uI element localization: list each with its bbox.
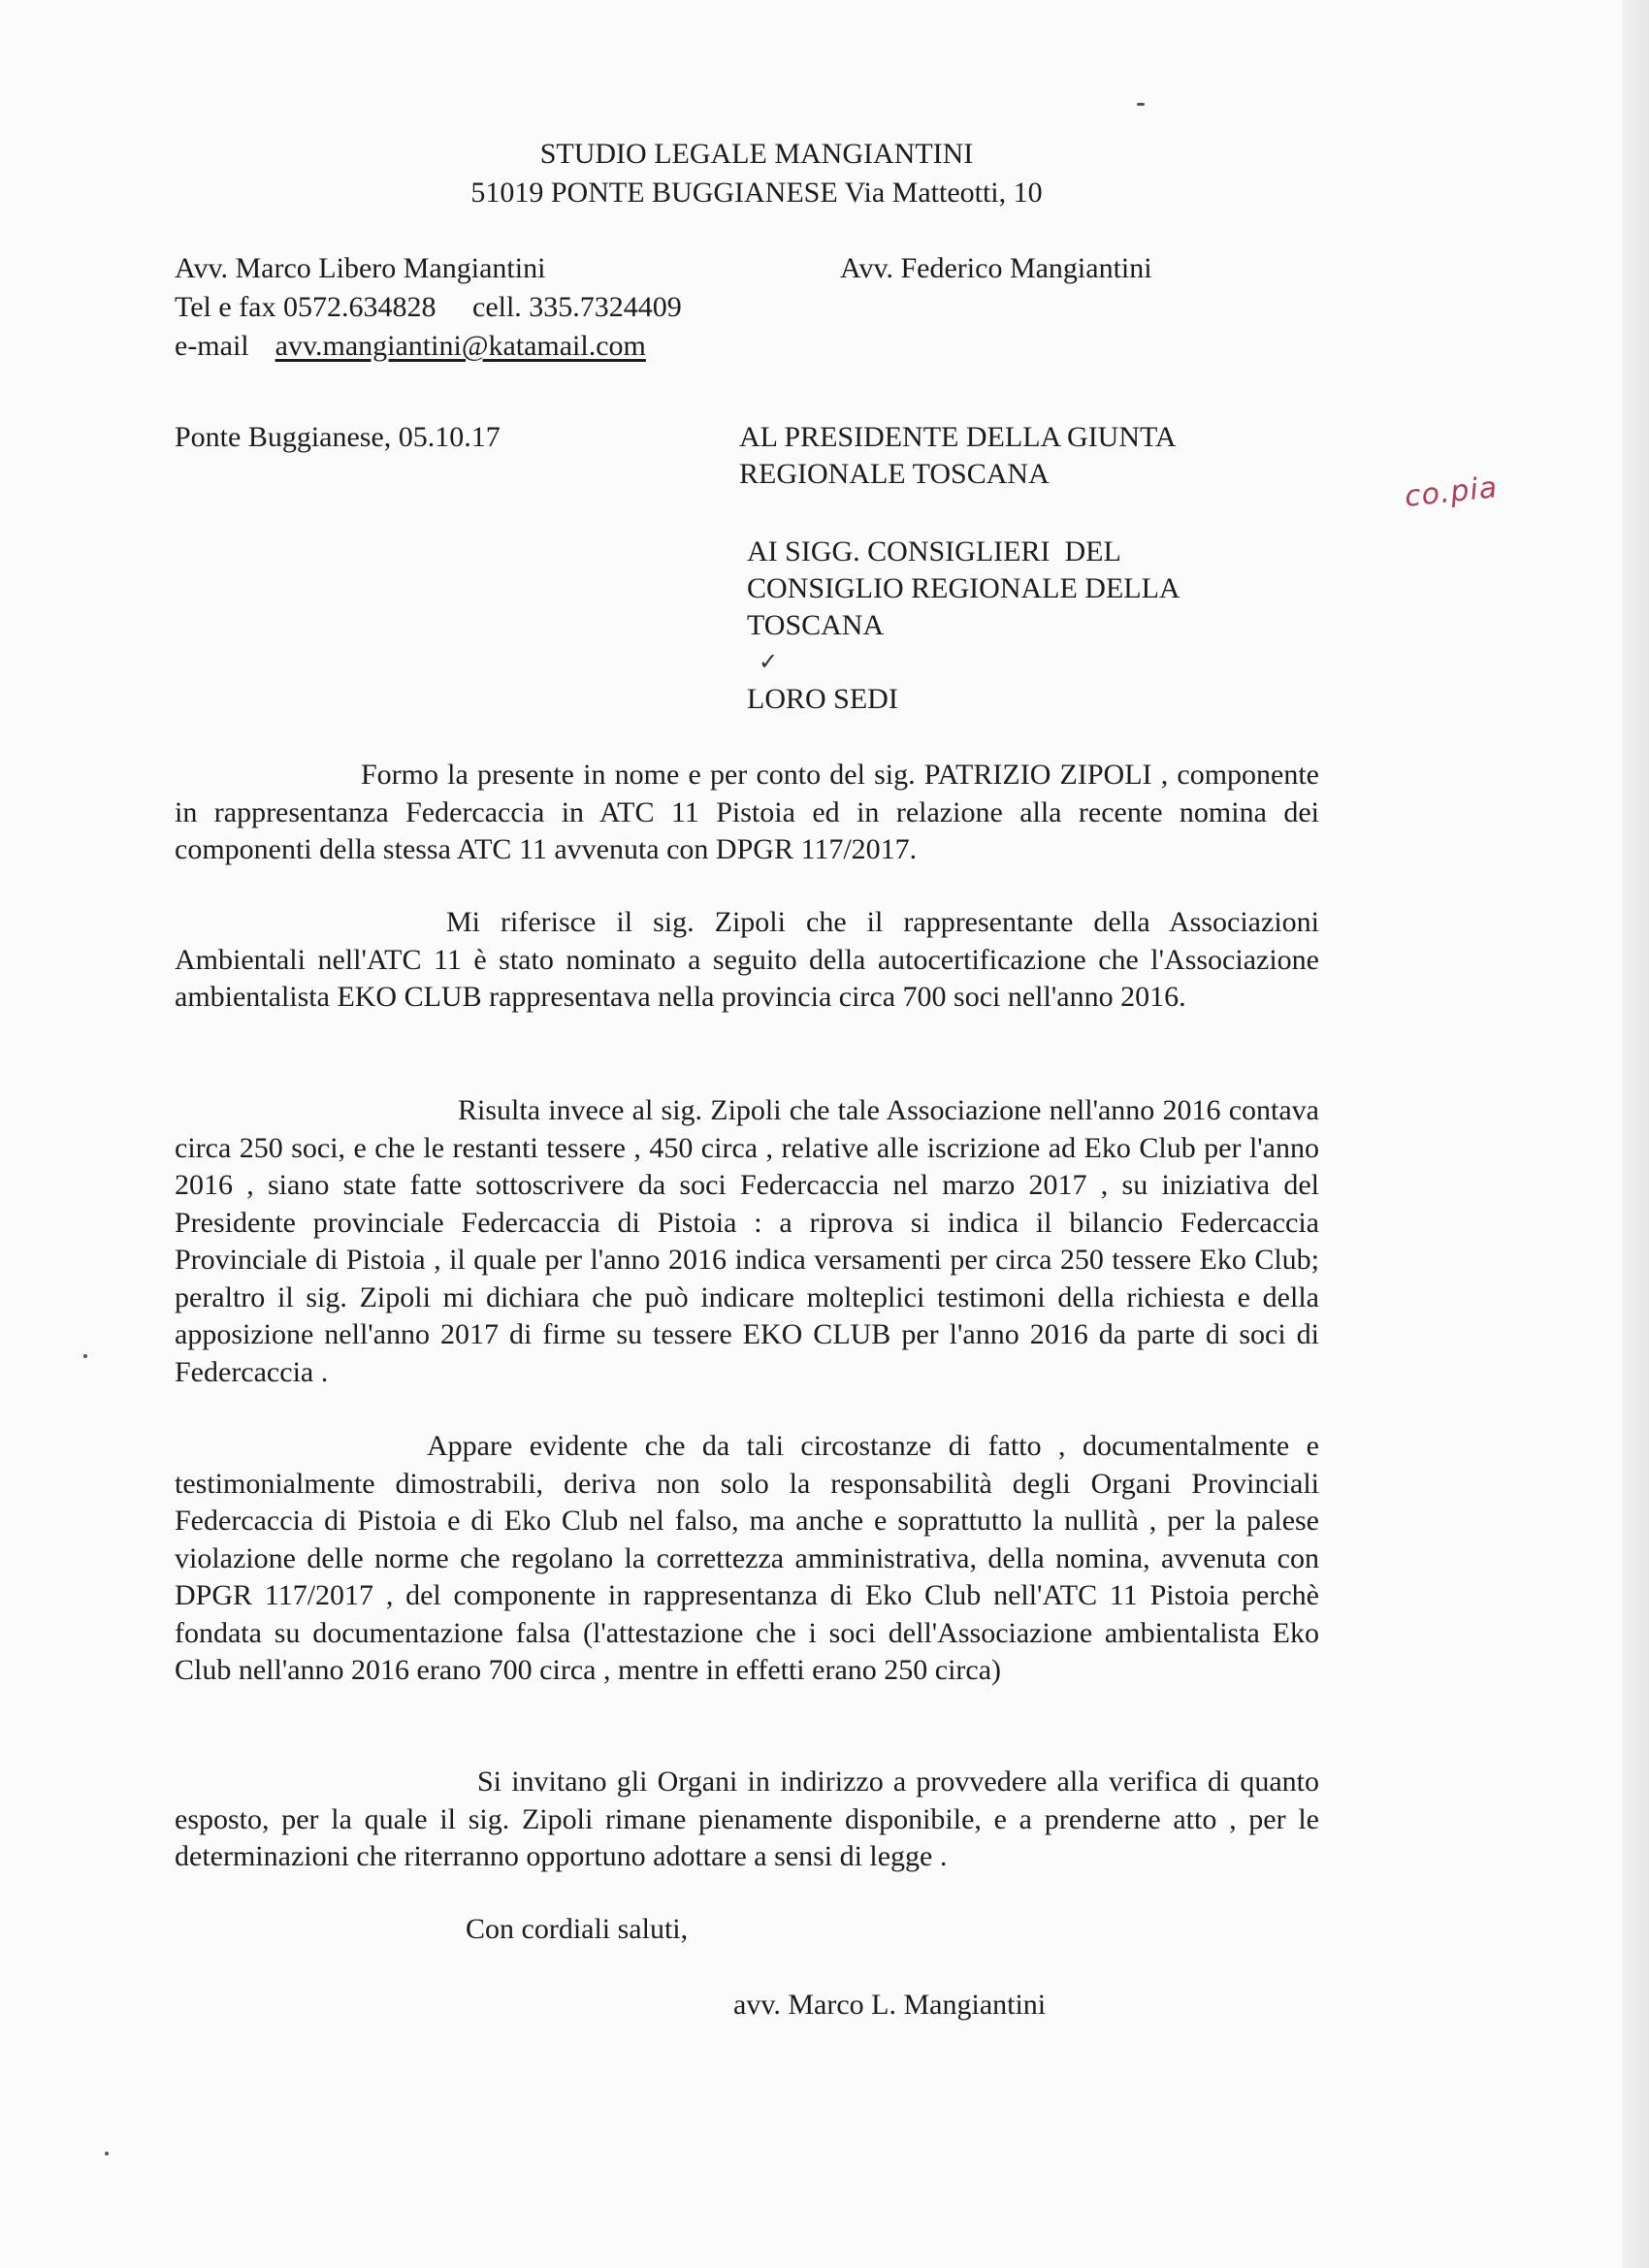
recipient-2-line-1: AI SIGG. CONSIGLIERI DEL	[747, 535, 1121, 567]
body-paragraph-1: Formo la presente in nome e per conto del sig. PATRIZIO ZIPOLI , componente in rappresentanza Federcaccia in ATC 11 Pistoia ed in relazione alla recente nomina dei componenti della stessa ATC 11 avvenuta con DPGR 117/2017.	[175, 759, 1319, 865]
check-mark-icon: ✓	[759, 650, 779, 675]
recipient-1-line-1: AL PRESIDENTE DELLA GIUNTA	[739, 421, 1177, 453]
scan-speck	[83, 1354, 87, 1358]
email-line	[175, 328, 646, 365]
recipient-2-line-3: TOSCANA	[747, 609, 885, 641]
place-date: Ponte Buggianese, 05.10.17	[175, 421, 501, 453]
recipient-2-line-2: CONSIGLIO REGIONALE DELLA	[747, 572, 1180, 604]
scan-speck	[105, 2152, 109, 2155]
firm-name: STUDIO LEGALE MANGIANTINI	[539, 138, 974, 170]
lawyer-name-1: Avv. Marco Libero Mangiantini	[175, 252, 546, 284]
closing-greeting: Con cordiali saluti,	[466, 1913, 689, 1945]
lawyer-name-2: Avv. Federico Mangiantini	[840, 252, 1152, 284]
body-paragraph-5: Si invitano gli Organi in indirizzo a provvedere alla verifica di quanto esposto, per la quale il sig. Zipoli rimane pienamente disponibile, e a prenderne atto , per le determinazioni che riterranno opportuno adottare a sensi di legge .	[175, 1766, 1319, 1872]
page-edge	[1622, 0, 1649, 2268]
body-paragraph-2: Mi riferisce il sig. Zipoli che il rappresentante della Associazioni Ambientali nell'ATC 11 è stato nominato a seguito della autocertificazione che l'Associazione ambientalista EKO CLUB rappresentava nella provincia circa 700 soci nell'anno 2016.	[175, 906, 1319, 1013]
scan-speck	[1137, 103, 1145, 106]
phone-line: Tel e fax 0572.634828 cell. 335.7324409	[175, 291, 682, 323]
email-address[interactable]: avv.mangiantini@katamail.com	[275, 330, 646, 362]
recipient-1-line-2: REGIONALE TOSCANA	[739, 458, 1050, 490]
firm-address: 51019 PONTE BUGGIANESE Via Matteotti, 10	[470, 177, 1043, 209]
copy-annotation: co.pia	[1403, 470, 1500, 514]
recipient-3: LORO SEDI	[747, 683, 898, 715]
signature: avv. Marco L. Mangiantini	[733, 1989, 1047, 2021]
body-paragraph-4: Appare evidente che da tali circostanze di fatto , documentalmente e testimonialmente dimostrabili, deriva non solo la responsabilità degli Organi Provinciali Federcaccia di Pistoia e di Eko Club nel falso, ma anche e soprattutto la nullità , per la palese violazione delle norme che regolano la correttezza amministrativa, della nomina, avvenuta con DPGR 117/2017 , del componente in rappresentanza di Eko Club nell'ATC 11 Pistoia perchè fondata su documentazione falsa (l'attestazione che i soci dell'Associazione ambientalista Eko Club nell'anno 2016 erano 700 circa , mentre in effetti erano 250 circa)	[175, 1430, 1319, 1686]
body-paragraph-3: Risulta invece al sig. Zipoli che tale Associazione nell'anno 2016 contava circa 250 soci, e che le restanti tessere , 450 circa , relative alle iscrizione ad Eko Club per l'anno 2016 , siano state fatte sottoscrivere da soci Federcaccia nel marzo 2017 , su iniziativa del Presidente provinciale Federcaccia di Pistoia : a riprova si indica il bilancio Federcaccia Provinciale di Pistoia , il quale per l'anno 2016 indica versamenti per circa 250 tessere Eko Club; peraltro il sig. Zipoli mi dichiara che può indicare molteplici testimoni della richiesta e della apposizione nell'anno 2017 di firme su tessere EKO CLUB per l'anno 2016 da parte di soci di Federcaccia .	[175, 1094, 1319, 1388]
email-label: e-mail	[175, 330, 249, 362]
